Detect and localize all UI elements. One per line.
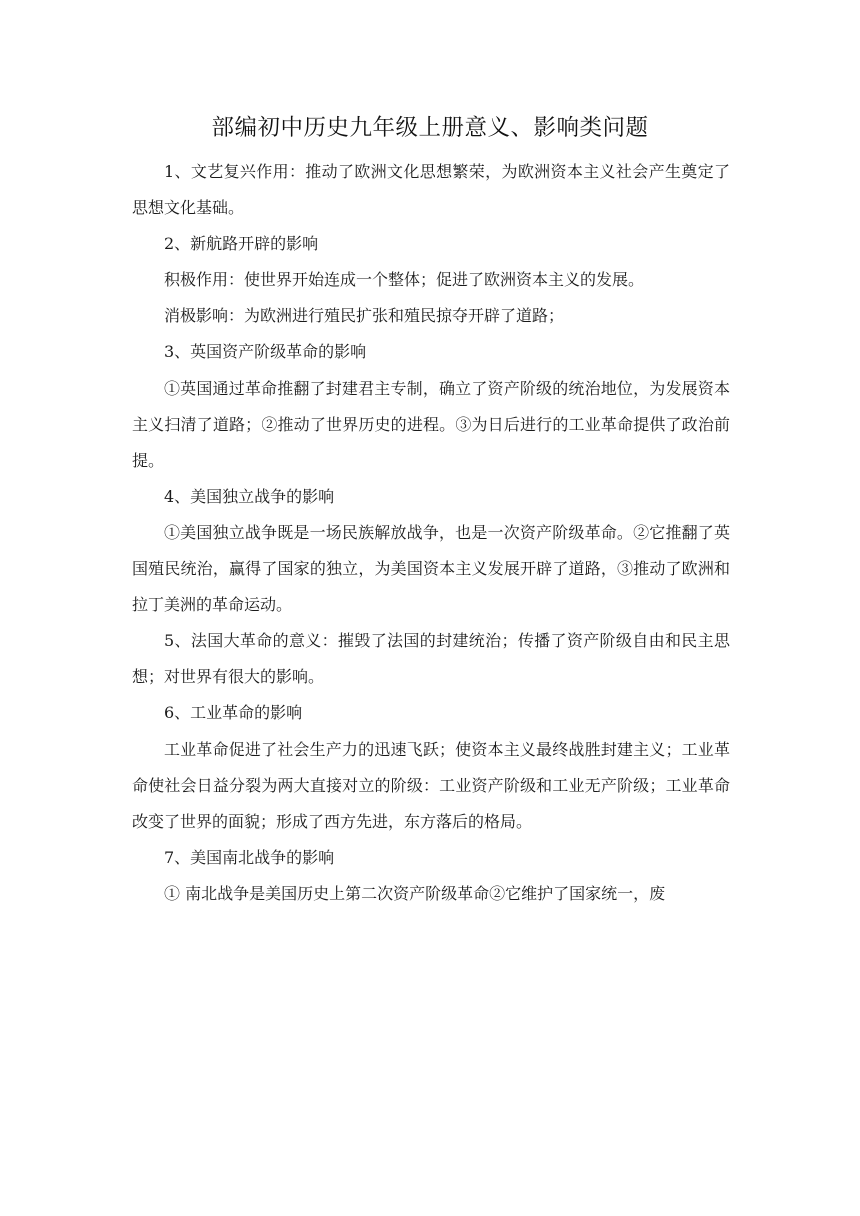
paragraph-positive-effects: 积极作用：使世界开始连成一个整体；促进了欧洲资本主义的发展。: [164, 270, 645, 290]
heading-american-civil-war: 7、美国南北战争的影响: [164, 847, 335, 867]
paragraph-industrial-revolution: 工业革命促进了社会生产力的迅速飞跃；使资本主义最终战胜封建主义；工业革命使社会日益分裂为两大直接对立的阶级：工业资产阶级和工业无产阶级；工业革命改变了世界的面貌；形成了西方先进，东方落后的格局。: [132, 739, 730, 831]
paragraph-american-civil-war: ① 南北战争是美国历史上第二次资产阶级革命②它维护了国家统一，废: [164, 883, 666, 903]
paragraph-english-revolution: ①英国通过革命推翻了封建君主专制，确立了资产阶级的统治地位，为发展资本主义扫清了道路；②推动了世界历史的进程。③为日后进行的工业革命提供了政治前提。: [132, 378, 730, 470]
heading-american-independence: 4、美国独立战争的影响: [164, 486, 335, 506]
paragraph-american-independence: ①美国独立战争既是一场民族解放战争，也是一次资产阶级革命。②它推翻了英国殖民统治，赢得了国家的独立，为美国资本主义发展开辟了道路，③推动了欧洲和拉丁美洲的革命运动。: [132, 522, 730, 615]
heading-english-revolution: 3、英国资产阶级革命的影响: [164, 342, 367, 362]
paragraph-french-revolution: 5、法国大革命的意义：摧毁了法国的封建统治；传播了资产阶级自由和民主思想；对世界有很大的影响。: [132, 631, 730, 687]
heading-new-sea-routes: 2、新航路开辟的影响: [164, 234, 319, 254]
document-title: 部编初中历史九年级上册意义、影响类问题: [211, 115, 649, 141]
heading-industrial-revolution: 6、工业革命的影响: [164, 703, 303, 723]
paragraph-renaissance: 1、文艺复兴作用：推动了欧洲文化思想繁荣，为欧洲资本主义社会产生奠定了思想文化基础。: [132, 162, 730, 218]
document-body: [132, 154, 730, 912]
paragraph-negative-effects: 消极影响：为欧洲进行殖民扩张和殖民掠夺开辟了道路；: [164, 306, 565, 326]
